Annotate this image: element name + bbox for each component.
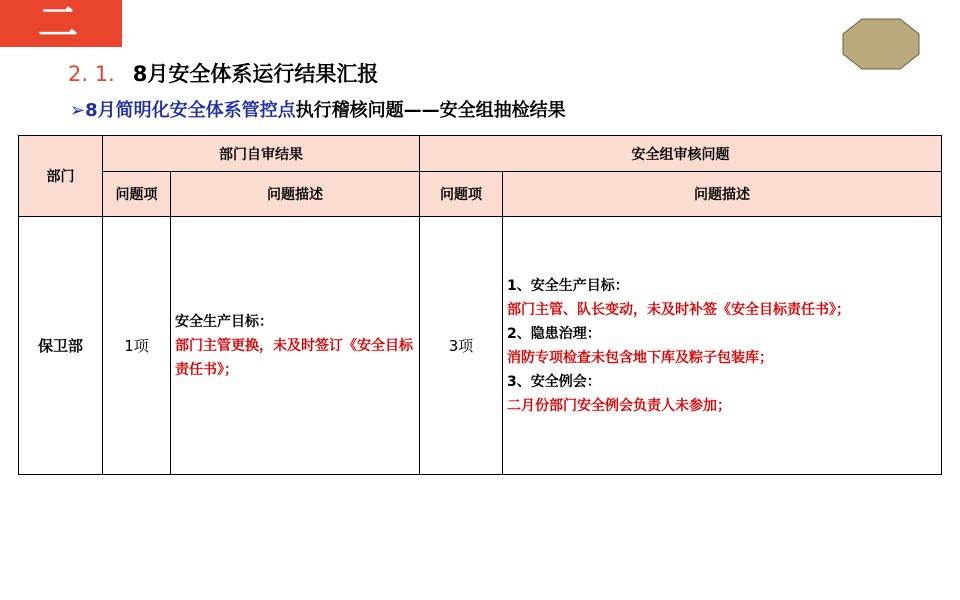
header-item-col: 问题项: [103, 172, 171, 217]
safety-desc-cell: [503, 217, 942, 475]
header-desc-col-2: 问题描述: [503, 172, 942, 217]
issue-title: 3、安全例会：: [507, 373, 601, 390]
section-badge: 二: [0, 0, 122, 47]
header-dept: 部门: [19, 136, 103, 217]
table-row: [19, 217, 942, 475]
section-title-text: 8月安全体系运行结果汇报: [132, 62, 379, 86]
audit-table: [18, 135, 942, 475]
subtitle: [70, 96, 566, 122]
octagon-shape: [842, 18, 920, 70]
header-self-review: 部门自审结果: [103, 136, 420, 172]
issue-detail: 部门主管、队长变动，未及时补签《安全目标责任书》；: [507, 301, 850, 318]
issue-detail: 消防专项检查未包含地下库及粽子包装库；: [507, 349, 773, 366]
section-number: 2. 1.: [68, 62, 115, 86]
issue-title: 1、安全生产目标：: [507, 277, 629, 294]
self-desc-title: 安全生产目标：: [175, 313, 273, 330]
issue-detail: 二月份部门安全例会负责人未参加；: [507, 397, 731, 414]
subtitle-highlight: 8月简明化安全体系管控点: [85, 100, 296, 121]
self-desc-detail: 部门主管更换，未及时签订《安全目标责任书》；: [175, 337, 413, 378]
arrow-bullet-icon: ➢: [70, 100, 86, 121]
dept-cell: 保卫部: [19, 217, 103, 475]
header-item-col-2: 问题项: [420, 172, 503, 217]
subtitle-rest: 执行稽核问题——安全组抽检结果: [295, 100, 566, 121]
safety-count-cell: 3项: [420, 217, 503, 475]
self-count-cell: 1项: [103, 217, 171, 475]
self-desc-cell: [171, 217, 420, 475]
issue-title: 2、隐患治理：: [507, 325, 601, 342]
section-title: [68, 58, 378, 88]
header-desc-col: 问题描述: [171, 172, 420, 217]
header-safety-review: 安全组审核问题: [420, 136, 942, 172]
